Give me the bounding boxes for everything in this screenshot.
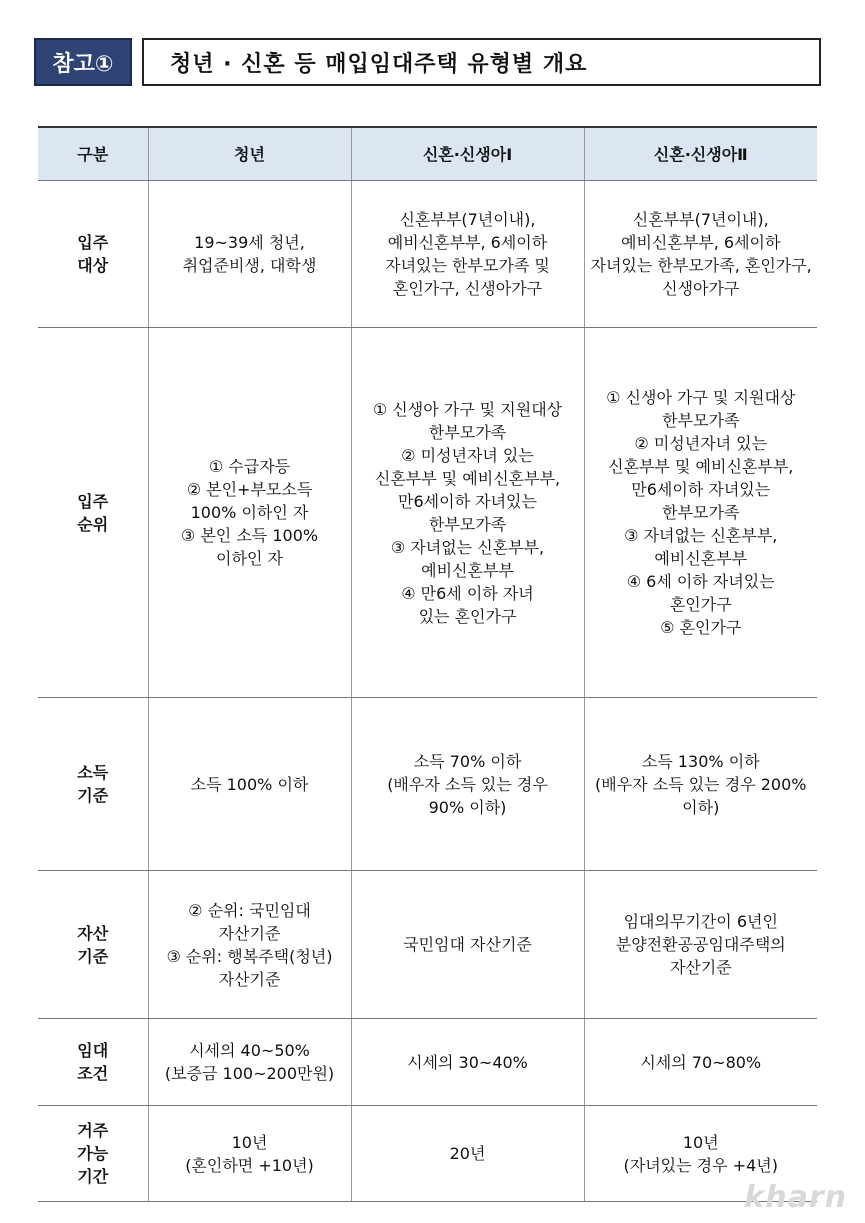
watermark-logo: kharn [744,1180,847,1215]
cell-priority-newlywed-1: ① 신생아 가구 및 지원대상 한부모가족 ② 미성년자녀 있는 신혼부부 및 예비신혼부부, 만6세이하 자녀있는 한부모가족 ③ 자녀없는 신혼부부, 예비신혼부부 ④ 만6세 이하 자녀 있는 혼인가구 [351,328,584,698]
row-priority [38,328,817,698]
cell-assets-youth: ② 순위: 국민임대 자산기준 ③ 순위: 행복주택(청년) 자산기준 [148,871,351,1019]
row-income [38,698,817,871]
row-label-residency: 거주 가능 기간 [38,1106,148,1202]
row-label-priority: 입주 순위 [38,328,148,698]
cell-eligibility-newlywed-2: 신혼부부(7년이내), 예비신혼부부, 6세이하 자녀있는 한부모가족, 혼인가구, 신생아가구 [584,181,817,328]
reference-badge: 참고① [34,38,132,86]
row-label-assets: 자산 기준 [38,871,148,1019]
row-label-rent: 임대 조건 [38,1019,148,1106]
row-label-income: 소득 기준 [38,698,148,871]
cell-residency-youth: 10년 (혼인하면 +10년) [148,1106,351,1202]
cell-rent-youth: 시세의 40~50% (보증금 100~200만원) [148,1019,351,1106]
page-title: 청년 · 신혼 등 매입임대주택 유형별 개요 [142,38,821,86]
cell-income-youth: 소득 100% 이하 [148,698,351,871]
cell-priority-youth: ① 수급자등 ② 본인+부모소득 100% 이하인 자 ③ 본인 소득 100% 이하인 자 [148,328,351,698]
row-label-eligibility: 입주 대상 [38,181,148,328]
housing-type-table [38,126,817,1202]
cell-assets-newlywed-2: 임대의무기간이 6년인 분양전환공공임대주택의 자산기준 [584,871,817,1019]
cell-eligibility-youth: 19~39세 청년, 취업준비생, 대학생 [148,181,351,328]
cell-eligibility-newlywed-1: 신혼부부(7년이내), 예비신혼부부, 6세이하 자녀있는 한부모가족 및 혼인가구, 신생아가구 [351,181,584,328]
table-header-row [38,127,817,181]
cell-priority-newlywed-2: ① 신생아 가구 및 지원대상 한부모가족 ② 미성년자녀 있는 신혼부부 및 예비신혼부부, 만6세이하 자녀있는 한부모가족 ③ 자녀없는 신혼부부, 예비신혼부부 ④ 6세 이하 자녀있는 혼인가구 ⑤ 혼인가구 [584,328,817,698]
page-header [34,38,821,86]
column-header-youth: 청년 [148,127,351,181]
cell-income-newlywed-1: 소득 70% 이하 (배우자 소득 있는 경우 90% 이하) [351,698,584,871]
row-rent [38,1019,817,1106]
row-eligibility [38,181,817,328]
cell-rent-newlywed-1: 시세의 30~40% [351,1019,584,1106]
cell-rent-newlywed-2: 시세의 70~80% [584,1019,817,1106]
cell-residency-newlywed-2: 10년 (자녀있는 경우 +4년) [584,1106,817,1202]
column-header-category: 구분 [38,127,148,181]
column-header-newlywed-2: 신혼·신생아Ⅱ [584,127,817,181]
cell-assets-newlywed-1: 국민임대 자산기준 [351,871,584,1019]
column-header-newlywed-1: 신혼·신생아Ⅰ [351,127,584,181]
row-assets [38,871,817,1019]
cell-residency-newlywed-1: 20년 [351,1106,584,1202]
cell-income-newlywed-2: 소득 130% 이하 (배우자 소득 있는 경우 200% 이하) [584,698,817,871]
row-residency [38,1106,817,1202]
